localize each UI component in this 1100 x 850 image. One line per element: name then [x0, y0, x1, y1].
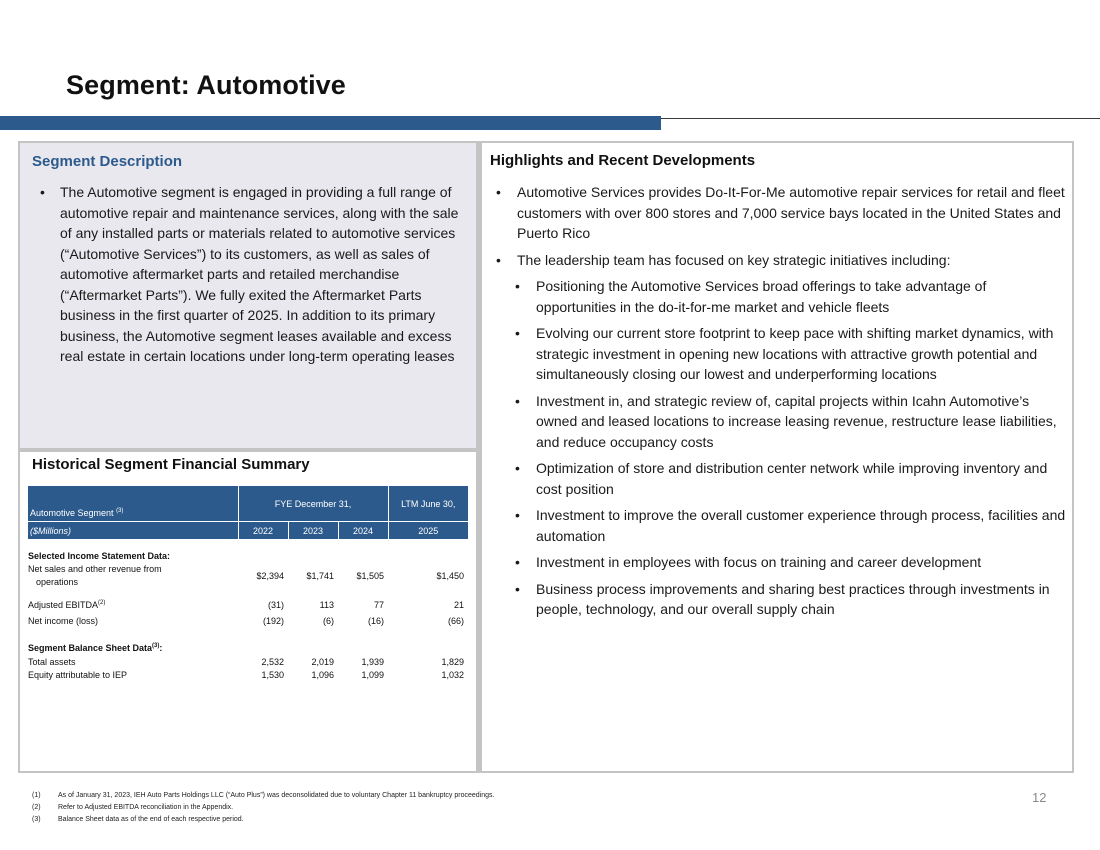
footnote-number: (2): [32, 804, 41, 811]
segment-label-cell: [28, 486, 238, 522]
footnote: [32, 790, 732, 802]
table-cell: $2,394: [256, 571, 284, 581]
fye-header: FYE December 31,: [238, 486, 388, 522]
table-row: [28, 613, 468, 629]
footnote: [32, 814, 732, 826]
highlight-sub-bullet: • Investment in employees with focus on training and career development: [490, 552, 1066, 573]
highlight-sub-bullet: • Investment in, and strategic review of, capital projects within Icahn Automotive’s owned and leased locations to increase leasing revenue, restructure lease liabilities, and reduce occupancy costs: [490, 391, 1066, 453]
footnote-ref: (3): [152, 643, 160, 649]
footnote-text: As of January 31, 2023, IEH Auto Parts Holdings LLC (“Auto Plus”) was deconsolidated due to voluntary Chapter 11 bankruptcy proceedings.: [58, 792, 495, 799]
table-cell: 1,530: [261, 669, 284, 680]
segment-description-list: [32, 182, 464, 367]
highlight-sub-bullet: • Evolving our current store footprint to keep pace with shifting market dynamics, with strategic investment in opening new locations with attractive growth potential and simultaneously closing our lowest and underperforming locations: [490, 323, 1066, 385]
row-label-line2: operations: [36, 577, 79, 587]
table-cell: 1,096: [311, 669, 334, 680]
segment-description-panel: [20, 143, 476, 448]
footnote-ref: (3): [116, 508, 124, 514]
page-number: 12: [1032, 790, 1047, 805]
highlights-heading: Highlights and Recent Developments: [490, 152, 756, 169]
year-2025: 2025: [388, 522, 468, 540]
table-cell: 1,939: [361, 656, 384, 667]
page-title: Segment: Automotive: [66, 70, 346, 100]
table-cell: 77: [373, 600, 384, 610]
table-row: [28, 655, 468, 668]
table-cell: 1,099: [361, 669, 384, 680]
header-accent-bar: [0, 116, 661, 130]
income-section-row: [28, 549, 468, 563]
year-2022: 2022: [238, 522, 288, 540]
table-row: [28, 563, 468, 589]
panel-divider-vertical: [476, 141, 482, 773]
table-cell: $1,741: [306, 571, 334, 581]
highlight-bullet: • Automotive Services provides Do-It-For-Me automotive repair services for retail and fleet customers with over 800 stores and 7,000 service bays located in the United States and Puerto Rico: [490, 182, 1066, 244]
balance-section-label: Segment Balance Sheet Data: [28, 643, 153, 653]
table-cell: $1,450: [436, 571, 464, 581]
row-label: [28, 563, 238, 589]
highlight-sub-bullet: • Positioning the Automotive Services broad offerings to take advantage of opportunities in the do-it-for-me market and vehicle fleets: [490, 276, 1066, 317]
balance-section-row: [28, 641, 468, 655]
table-cell: (16): [367, 616, 384, 626]
panel-divider-horizontal: [18, 448, 478, 452]
table-cell: (66): [447, 616, 464, 626]
year-2023: 2023: [288, 522, 338, 540]
table-cell: $1,505: [356, 571, 384, 581]
footnote-number: (1): [32, 792, 41, 799]
financial-summary-heading: Historical Segment Financial Summary: [32, 456, 310, 473]
table-cell: (6): [323, 616, 334, 626]
income-section-title: Selected Income Statement Data:: [28, 551, 171, 561]
row-label: Net income (loss): [28, 616, 99, 626]
footnote: [32, 802, 732, 814]
financial-summary-table-wrap: [28, 486, 468, 681]
highlights-list: [490, 182, 1066, 620]
footnote-number: (3): [32, 816, 41, 823]
table-cell: 113: [319, 600, 334, 610]
highlight-bullet: • The leadership team has focused on key strategic initiatives including:: [490, 250, 1066, 271]
table-cell: 2,019: [311, 656, 334, 667]
highlight-sub-bullet: • Business process improvements and sharing best practices through investments in people, technology, and our overall supply chain: [490, 579, 1066, 620]
row-label: Total assets: [28, 656, 76, 667]
table-header-row: [28, 486, 468, 522]
balance-section-title: [28, 641, 468, 655]
balance-section-colon: :: [159, 643, 163, 653]
segment-description-bullet: • The Automotive segment is engaged in providing a full range of automotive repair and maintenance services, along with the sale of any installed parts or materials related to automotive services (“Automotive Services”) to its customers, as well as sales of automotive aftermarket parts and retailed merchandise (“Aftermarket Parts”). We fully exited the Aftermarket Parts business in the first quarter of 2025. In addition to its primary business, the Automotive segment leases available and excess real estate in certain locations under long-term operating leases: [32, 182, 464, 367]
highlights-panel: [490, 152, 1066, 626]
units-label: ($Millions): [28, 522, 238, 540]
ltm-header: LTM June 30,: [388, 486, 468, 522]
highlight-sub-bullet: • Investment to improve the overall customer experience through process, facilities and automation: [490, 505, 1066, 546]
footnote-ref: (2): [98, 600, 106, 606]
financial-summary-table: [28, 486, 468, 681]
table-row: [28, 597, 468, 613]
table-cell: (31): [267, 600, 284, 610]
table-cell: 21: [453, 600, 464, 610]
table-cell: (192): [262, 616, 284, 626]
footnotes: [32, 790, 732, 826]
year-2024: 2024: [338, 522, 388, 540]
table-years-row: [28, 522, 468, 540]
table-cell: 2,532: [261, 656, 284, 667]
footnote-text: Balance Sheet data as of the end of each respective period.: [58, 816, 244, 823]
row-label: [28, 597, 238, 613]
table-cell: 1,829: [441, 656, 464, 667]
segment-description-heading: Segment Description: [32, 153, 183, 170]
table-cell: 1,032: [441, 669, 464, 680]
highlight-sub-bullet: • Optimization of store and distribution center network while improving inventory and cost position: [490, 458, 1066, 499]
segment-label: Automotive Segment: [30, 508, 114, 518]
row-label-text: Adjusted EBITDA: [28, 600, 99, 610]
footnote-text: Refer to Adjusted EBITDA reconciliation in the Appendix.: [58, 804, 234, 811]
row-label: Equity attributable to IEP: [28, 669, 128, 680]
table-row: [28, 668, 468, 681]
row-label-line1: Net sales and other revenue from: [28, 564, 162, 574]
